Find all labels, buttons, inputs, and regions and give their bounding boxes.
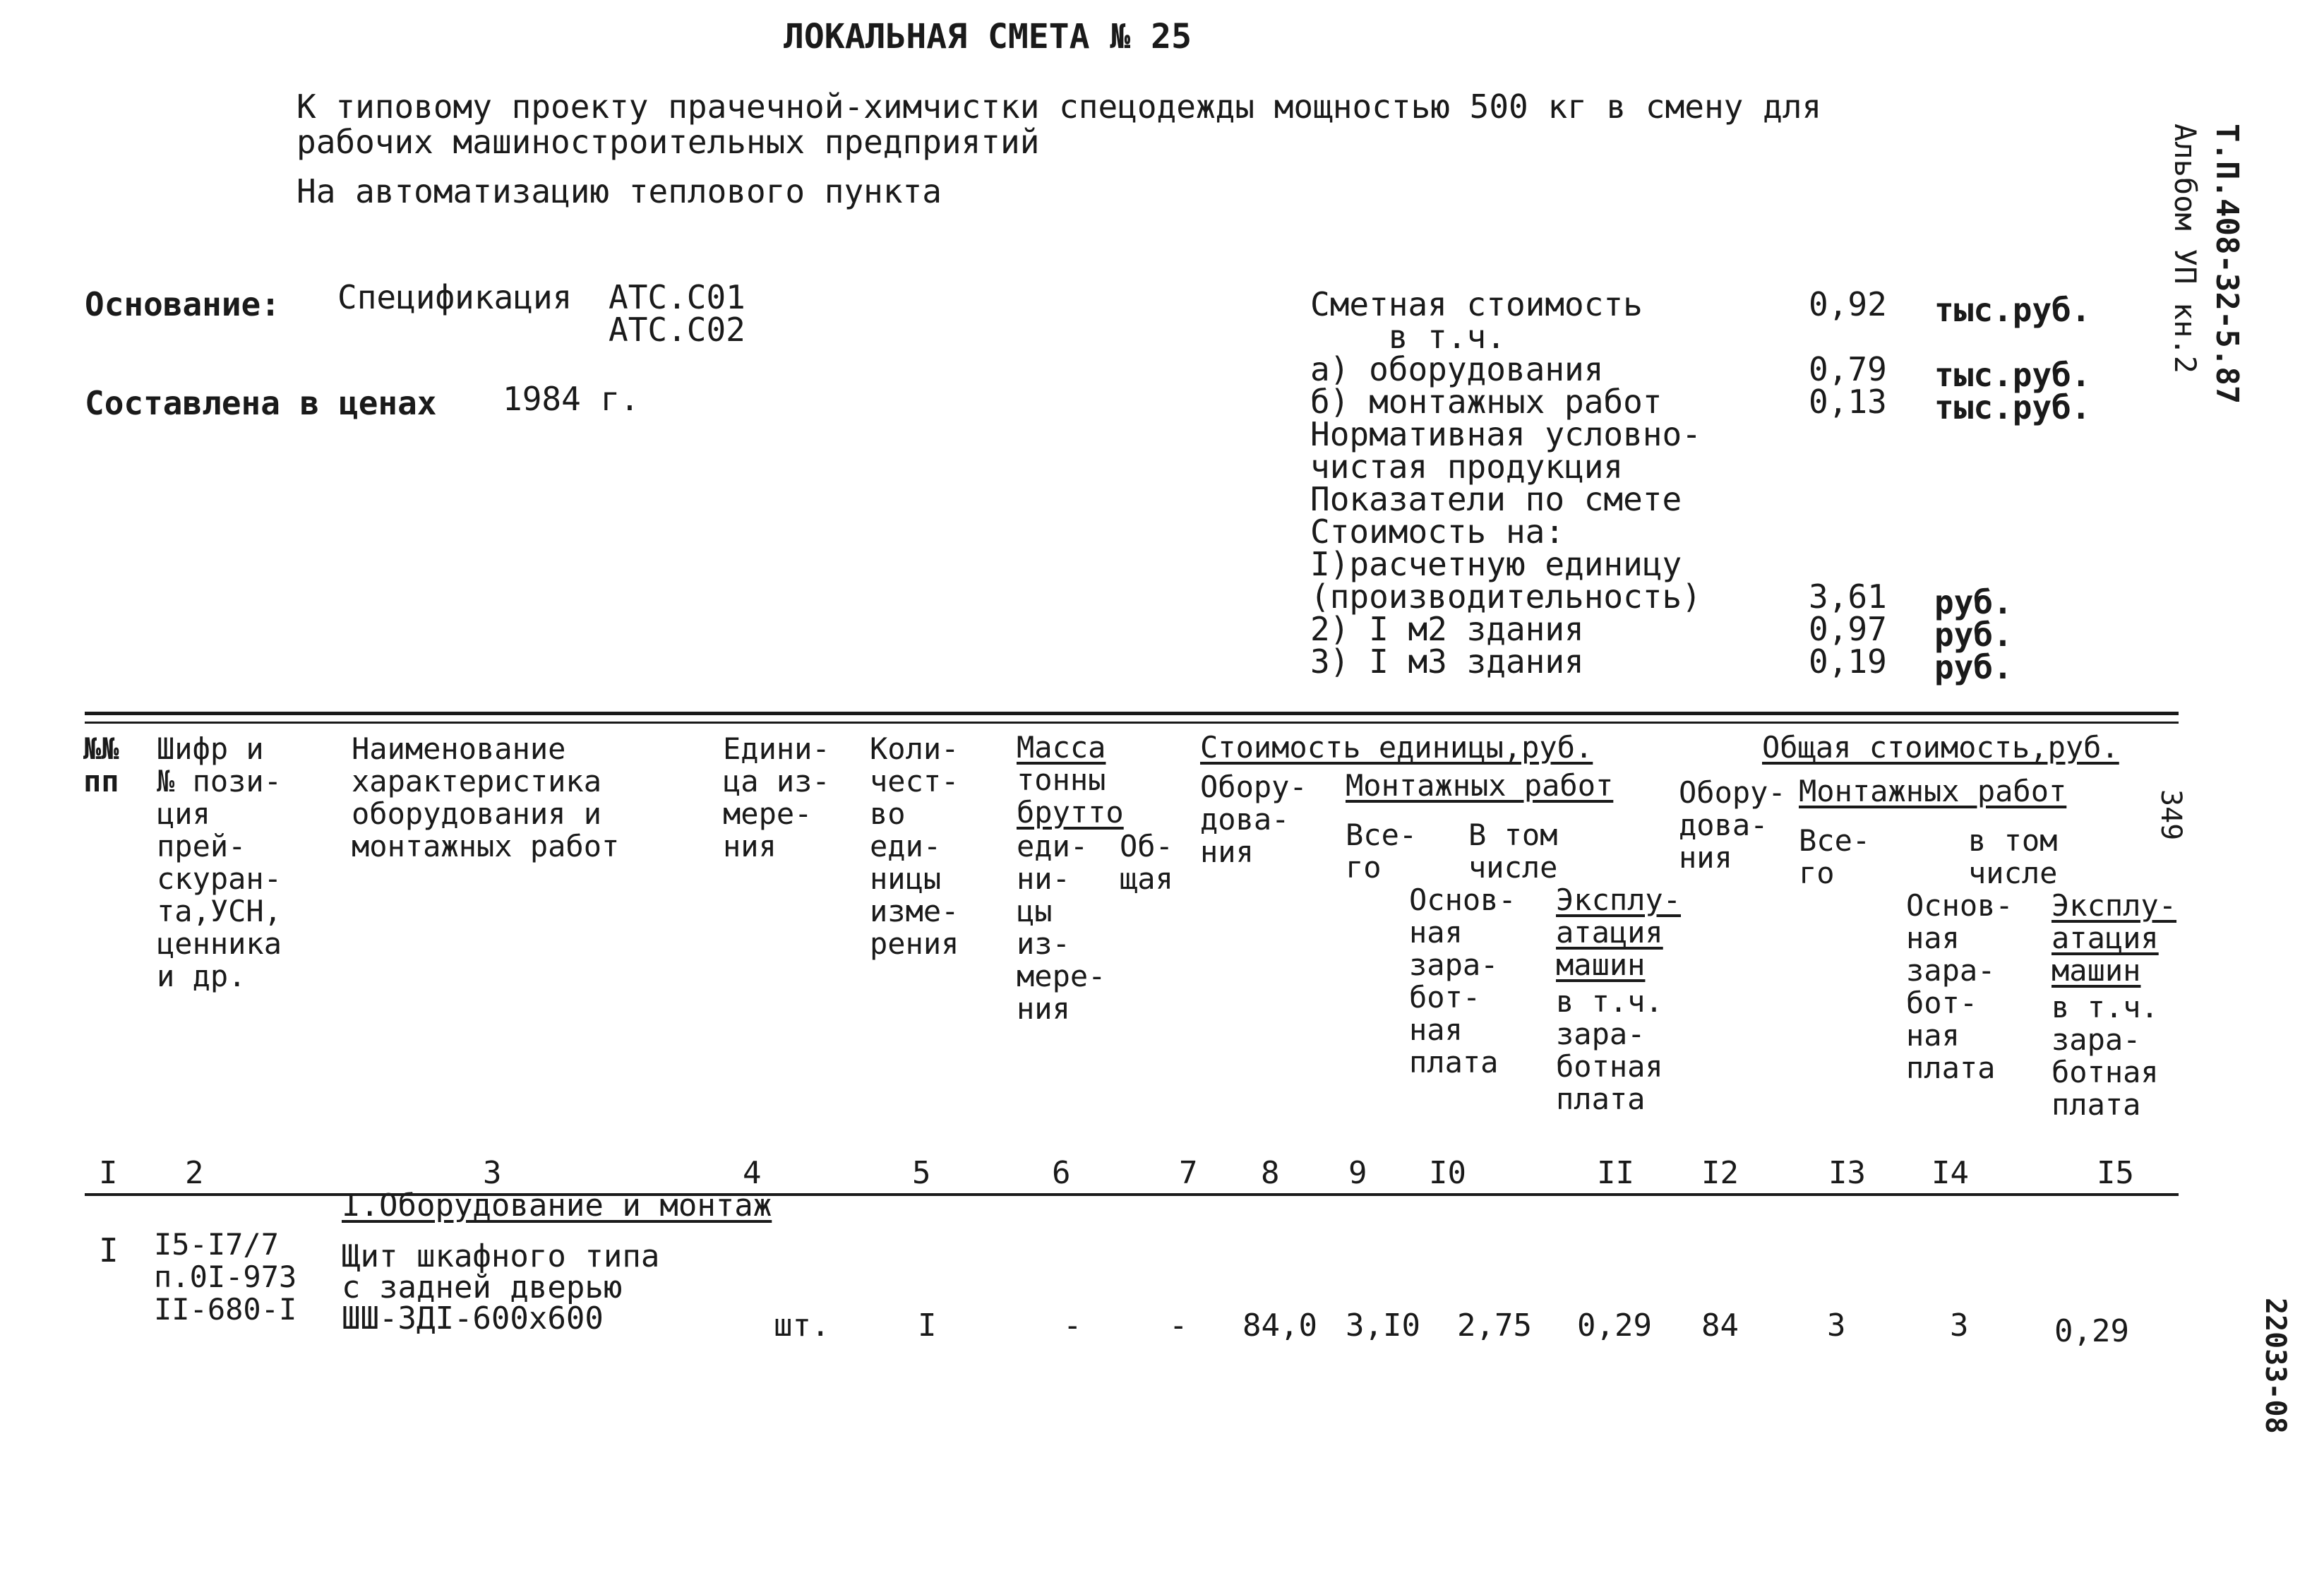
- summary-label: чистая продукция: [1310, 448, 1624, 486]
- row-total-mount: 3: [1827, 1308, 1846, 1344]
- summary-label: 3) I м3 здания: [1310, 642, 1584, 681]
- summary-unit: руб.: [1934, 616, 2013, 654]
- summary-label: б) монтажных работ: [1310, 383, 1663, 421]
- row-qty: I: [918, 1308, 937, 1344]
- summary-value: 0,79: [1809, 350, 1887, 388]
- header-mount-total: Все- го: [1346, 818, 1418, 885]
- margin-number: 349: [2155, 789, 2187, 841]
- summary-label: Сметная стоимость: [1310, 285, 1643, 323]
- summary-unit: руб.: [1934, 648, 2013, 686]
- header-base-salary-2: Основ- ная зара- бот- ная плата: [1906, 888, 2013, 1085]
- row-equip-cost: 84,0: [1242, 1308, 1317, 1344]
- project-line-1: К типовому проекту прачечной-химчистки спецодежды мощностью 500 кг в смену для: [297, 88, 1822, 126]
- row-machines: 0,29: [1577, 1308, 1652, 1344]
- header-mount-group: Монтажных работ: [1346, 768, 1614, 803]
- header-machines-salary-2: в т.ч. зара- ботная плата: [2052, 990, 2159, 1122]
- header-unit-cost-group: Стоимость единицы,руб.: [1200, 730, 1593, 765]
- header-machines: Эксплу- атация машин: [1556, 883, 1682, 982]
- row-total-equip: 84: [1701, 1308, 1739, 1344]
- summary-label: а) оборудования: [1310, 350, 1604, 388]
- section-title: I.Оборудование и монтаж: [342, 1188, 772, 1224]
- basis-label: Основание:: [85, 285, 280, 323]
- basis-doc-2: АТС.С02: [609, 311, 745, 349]
- summary-label: Нормативная условно-: [1310, 415, 1701, 453]
- header-machines-2: Эксплу- атация машин: [2052, 888, 2177, 988]
- summary-unit: руб.: [1934, 583, 2013, 621]
- summary-value: 0,19: [1809, 642, 1887, 681]
- header-total-group: Общая стоимость,руб.: [1762, 730, 2119, 765]
- colnum-2: 2: [185, 1155, 204, 1191]
- row-num: I: [99, 1231, 119, 1269]
- header-unit: Едини- ца из- мере- ния: [723, 731, 830, 863]
- header-mount-total-2: Все- го: [1799, 823, 1871, 890]
- header-incl: В том числе: [1468, 818, 1558, 885]
- row-mount-total: 3,I0: [1346, 1308, 1420, 1344]
- header-machines-salary: в т.ч. зара- ботная плата: [1556, 984, 1663, 1116]
- colnum-3: 3: [483, 1155, 502, 1191]
- prices-label: Составлена в ценах: [85, 384, 437, 422]
- summary-label: Показатели по смете: [1310, 480, 1682, 518]
- row-mass-unit: -: [1063, 1308, 1082, 1344]
- header-mount-group-2: Монтажных работ: [1799, 774, 2067, 808]
- table-top-rule: [85, 712, 2179, 715]
- summary-unit: тыс.руб.: [1934, 388, 2091, 426]
- colnum-11: II: [1597, 1155, 1634, 1191]
- header-mass-unit: еди- ни- цы из- мере- ния: [1017, 829, 1106, 1026]
- header-total-equip: Обору- дова- ния: [1679, 775, 1786, 875]
- row-base-salary: 2,75: [1457, 1308, 1532, 1344]
- header-incl-2: в том числе: [1968, 823, 2058, 890]
- summary-value: 0,92: [1809, 285, 1887, 323]
- side-code-2: Альбом УП кн.2: [2168, 124, 2203, 374]
- project-subject: На автоматизацию теплового пункта: [297, 172, 942, 210]
- colnum-1: I: [99, 1155, 118, 1191]
- summary-label: в т.ч.: [1310, 318, 1506, 356]
- colnum-13: I3: [1828, 1155, 1866, 1191]
- header-base-salary: Основ- ная зара- бот- ная плата: [1409, 883, 1516, 1079]
- summary-value: 0,13: [1809, 383, 1887, 421]
- header-mass-sub2: брутто: [1017, 795, 1124, 830]
- summary-label: (производительность): [1310, 578, 1701, 616]
- basis-doc-1: АТС.С01: [609, 278, 745, 316]
- summary-unit: тыс.руб.: [1934, 356, 2091, 394]
- summary-value: 3,61: [1809, 578, 1887, 616]
- summary-label: Стоимость на:: [1310, 513, 1565, 551]
- colnum-5: 5: [912, 1155, 931, 1191]
- basis-text: Спецификация: [337, 278, 573, 316]
- header-mass-group: Масса: [1017, 730, 1106, 765]
- colnum-6: 6: [1052, 1155, 1071, 1191]
- colnum-7: 7: [1179, 1155, 1198, 1191]
- header-equip: Обору- дова- ния: [1200, 770, 1307, 869]
- colnum-15: I5: [2097, 1155, 2134, 1191]
- side-code-1: Т.П.408-32-5.87: [2209, 124, 2245, 405]
- colnum-14: I4: [1931, 1155, 1969, 1191]
- document-title: ЛОКАЛЬНАЯ СМЕТА № 25: [784, 17, 1192, 56]
- project-line-2: рабочих машиностроительных предприятий: [297, 123, 1040, 161]
- colnum-8: 8: [1261, 1155, 1280, 1191]
- header-num: №№ пп: [83, 731, 119, 799]
- summary-unit: тыс.руб.: [1934, 291, 2091, 329]
- summary-label: I)расчетную единицу: [1310, 545, 1682, 583]
- row-total-machines: 0,29: [2054, 1313, 2129, 1349]
- colnum-10: I0: [1429, 1155, 1466, 1191]
- row-total-base-salary: 3: [1950, 1308, 1969, 1344]
- header-mass-total: Об- щая: [1120, 829, 1173, 896]
- colnum-4: 4: [743, 1155, 762, 1191]
- row-name: Щит шкафного типа с задней дверью ШШ-ЗДI-600х600: [342, 1238, 660, 1336]
- colnum-9: 9: [1348, 1155, 1367, 1191]
- row-unit: шт.: [774, 1308, 830, 1344]
- row-code: I5-I7/7 п.0I-973 II-680-I: [154, 1227, 297, 1327]
- header-name: Наименование характеристика оборудования и монтажных работ: [352, 731, 620, 863]
- summary-label: 2) I м2 здания: [1310, 610, 1584, 648]
- table-top-rule-2: [85, 722, 2179, 724]
- bottom-code: 22033-08: [2259, 1298, 2292, 1434]
- header-mass-sub: тонны: [1017, 762, 1106, 797]
- header-qty: Коли- чест- во еди- ницы изме- рения: [870, 731, 959, 961]
- row-mass-total: -: [1169, 1308, 1188, 1344]
- colnum-12: I2: [1701, 1155, 1739, 1191]
- prices-year: 1984 г.: [503, 380, 640, 418]
- header-code: Шифр и № пози- ция прей- скуран- та,УСН, ценника и др.: [157, 731, 282, 993]
- summary-value: 0,97: [1809, 610, 1887, 648]
